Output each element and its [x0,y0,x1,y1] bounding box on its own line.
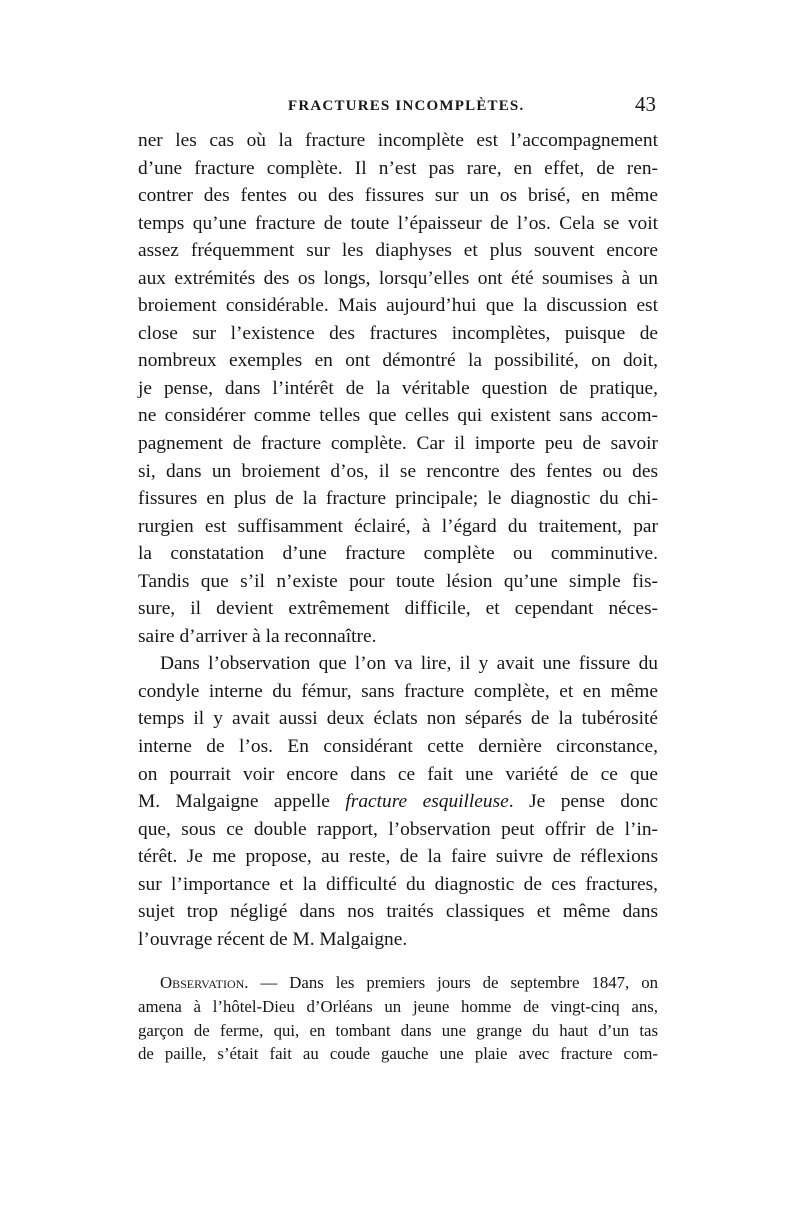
line-end: . Je pense donc [508,791,658,813]
text-line: on pourrait voir encore dans ce fait une variété de ce que [138,763,658,785]
text-line: la constatation d’une fracture complète ou comminutive. [138,543,658,565]
text-line: que, sous ce double rapport, l’observation peut offrir de l’in- [138,818,658,840]
observation-line [138,971,658,995]
text-line-with-italic [138,788,658,816]
text-line: interne de l’os. En considérant cette dernière circonstance, [138,736,658,758]
text-line: condyle interne du fémur, sans fracture complète, et en même [138,680,658,702]
observation-line: amena à l’hôtel-Dieu d’Orléans un jeune homme de vingt-cinq ans, [138,997,658,1016]
text-line: ne considérer comme telles que celles qui existent sans accom- [138,405,658,427]
section-gap [138,953,658,971]
observation-line: garçon de ferme, qui, en tombant dans une grange du haut d’un tas [138,1020,658,1040]
observation-line: de paille, s’était fait au coude gauche une plaie avec fracture com- [138,1044,658,1064]
text-line: ner les cas où la fracture incomplète est l’accompagnement [138,130,658,151]
italic-term: fracture esquilleuse [345,791,509,813]
text-line: je pense, dans l’intérêt de la véritable question de pratique, [138,377,658,399]
text-line: l’ouvrage récent de M. Malgaigne. [138,928,408,950]
text-line: fissures en plus de la fracture principale; le diagnostic du chi- [138,488,658,510]
text-line: d’une fracture complète. Il n’est pas rare, en effet, de ren- [138,157,658,179]
text-line: sure, il devient extrêmement difficile, et cependant néces- [138,598,658,620]
text-line: close sur l’existence des fractures incomplètes, puisque de [138,322,658,344]
text-line: Dans l’observation que l’on va lire, il y avait une fissure du [160,653,658,675]
text-line: temps qu’une fracture de toute l’épaisseur de l’os. Cela se voit [138,212,658,234]
text-line: assez fréquemment sur les diaphyses et plus souvent encore [138,240,658,262]
text-line: contrer des fentes ou des fissures sur un os brisé, en même [138,185,658,207]
text-line: rurgien est suffisamment éclairé, à l’égard du traitement, par [138,515,658,537]
running-title: FRACTURES INCOMPLÈTES. [288,98,525,114]
text-line: saire d’arriver à la reconnaître. [138,625,377,647]
observation-label: Observation. [160,973,249,993]
text-line: nombreux exemples en ont démontré la possibilité, on doit, [138,350,658,372]
text-line: pagnement de fracture complète. Car il importe peu de savoir [138,433,658,455]
text-line: térêt. Je me propose, au reste, de la faire suivre de réflexions [138,846,658,868]
observation-text: — Dans les premiers jours de septembre 1847, on [248,973,658,993]
text-line: Tandis que s’il n’existe pour toute lésion qu’une simple fis- [138,570,658,592]
text-line: si, dans un broiement d’os, il se rencontre des fentes ou des [138,460,658,482]
running-head [138,92,658,124]
body-text [138,127,658,1066]
text-line: temps il y avait aussi deux éclats non séparés de la tubérosité [138,708,658,730]
page-number: 43 [635,92,656,116]
text-line: sur l’importance et la difficulté du diagnostic de ces fractures, [138,873,658,895]
text-line: broiement considérable. Mais aujourd’hui que la discussion est [138,295,658,317]
text-line: aux extrémités des os longs, lorsqu’elles ont été soumises à un [138,267,658,289]
line-start: M. Malgaigne appelle [138,791,346,813]
text-line: sujet trop négligé dans nos traités classiques et même dans [138,901,658,923]
